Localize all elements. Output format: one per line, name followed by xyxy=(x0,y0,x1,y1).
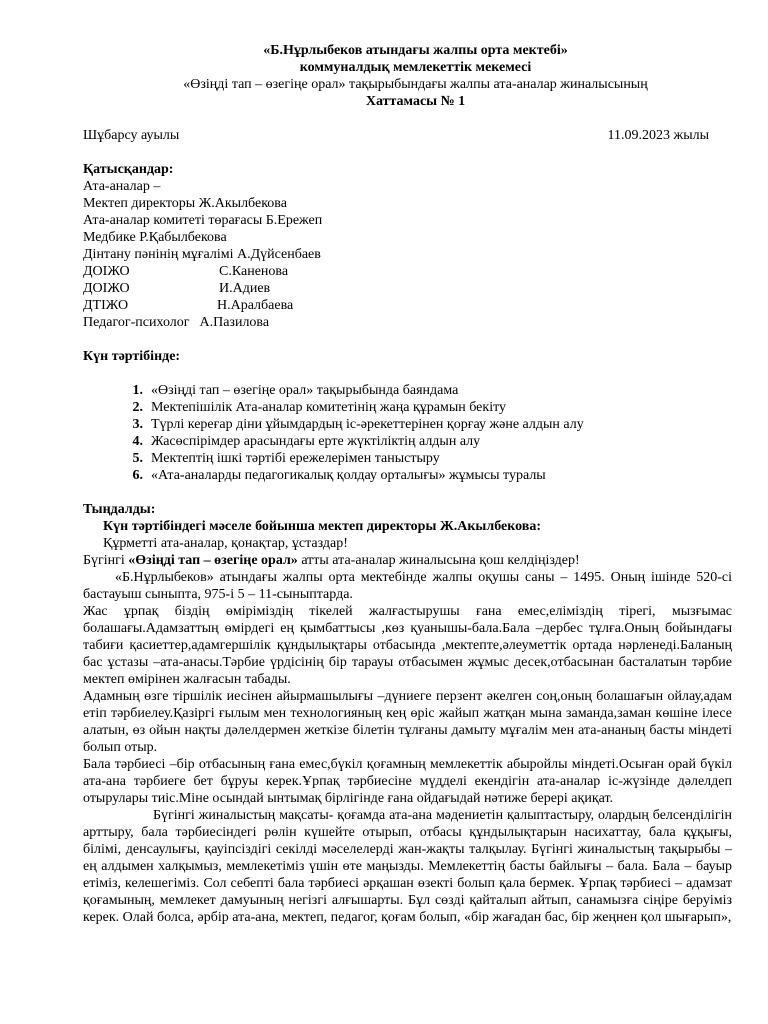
place: Шұбарсу ауылы xyxy=(83,128,180,143)
agenda-item: 3. Түрлі кереғар діни ұйымдардың іс-әрекеттерінен қорғау және алдын алу xyxy=(132,417,584,432)
agenda-item: 2. Мектепішілік Ата-аналар комитетінің жаңа құрамын бекіту xyxy=(132,400,507,415)
participant-role: ДТІЖО xyxy=(83,298,129,313)
agenda-item: 4. Жасөспірімдер арасындағы ерте жүктіліктің алдын алу xyxy=(132,434,481,449)
participant-name: И.Адиев xyxy=(219,281,271,296)
participant-name: С.Каненова xyxy=(219,264,289,279)
participant-line: Медбике Р.Қабылбекова xyxy=(83,230,227,245)
protocol-title: Хаттамасы № 1 xyxy=(365,94,466,109)
participant-line: Мектеп директоры Ж.Акылбекова xyxy=(83,196,287,211)
participant-line: Ата-аналар – xyxy=(83,179,161,194)
participant-line xyxy=(83,263,732,280)
participants-title: Қатысқандар: xyxy=(83,162,174,177)
participant-role: Педагог-психолог xyxy=(83,315,190,330)
agenda-item: 5. Мектептің ішкі тәртібі ережелерімен таныстыру xyxy=(132,451,440,466)
school-name: «Б.Нұрлыбеков атындағы жалпы орта мектебі» xyxy=(263,43,568,58)
heard-title: Тыңдалды: xyxy=(83,502,156,517)
place-date-row xyxy=(83,127,732,144)
participant-line: Дінтану пәнінің мұғалімі А.Дүйсенбаев xyxy=(83,247,321,262)
paragraph: Бала тәрбиесі –бір отбасының ғана емес,бүкіл қоғамның мемлекеттік абыройлы міндеті.Осыған орай бүкіл ата-ана тәрбиеге бет бұруы керек.Ұрпақ тәрбиесіне мүдделі екендігін ата-аналар іс-жүзінде дәлелдеп отырулары тиіс.Міне осындай ынтымақ бірлігінде ғана ойдағыдай нәтиже берері ақиқат. xyxy=(83,757,732,806)
agenda-item: 6. «Ата-аналарды педагогикалық қолдау орталығы» жұмысы туралы xyxy=(132,468,546,483)
participant-line xyxy=(83,297,732,314)
greeting: Құрметті ата-аналар, қонақтар, ұстаздар! xyxy=(103,536,348,551)
participant-name: А.Пазилова xyxy=(199,315,270,330)
welcome-line: Бүгінгі «Өзіңді тап – өзегіңе орал» атты ата-аналар жиналысына қош келдіңіздер! xyxy=(83,553,580,568)
agenda-list xyxy=(83,382,732,484)
paragraph: Адамның өзге тіршілік иесінен айырмашылығы –дүниеге перзент әкелген соң,оның болашағын ойлау,адам етіп тәрбиелеу.Қазіргі ғылым мен технологияның кең өріс жайып жатқан мына заманда,заман көшіне ілесе алатын, өз ойын нақты дәлелдермен жеткізе білетін тұлғаны дамыту мұғалім мен ата-ананың басты міндеті болып отыр. xyxy=(83,689,732,755)
document-header xyxy=(83,42,732,110)
paragraph: Жас ұрпақ біздің өміріміздің тікелей жалғастырушы ғана емес,еліміздің тірегі, мызғымас болашағы.Адамзаттың өмірдегі ең қымбаттысы ,көз қуанышы-бала.Бала –дербес тұлға.Оның бойындағы табиғи қасиеттер,адамгершілік құндылықтары отбасында ,мектепте,әлеуметтік ортада нәрленеді.Баланың бас ұстазы –ата-анасы.Тәрбие үрдісінің бір тарауы отбасымен жұмыс десек,отбасынан басталатын тәрбие мектеп өмірінен жалғасын табады. xyxy=(83,604,732,687)
date: 11.09.2023 жылы xyxy=(607,128,709,143)
heard-subtitle: Күн тәртібіндегі мәселе бойынша мектеп директоры Ж.Акылбекова: xyxy=(103,519,541,534)
participant-name: Н.Аралбаева xyxy=(217,298,294,313)
institution-type: коммуналдық мемлекеттік мекемесі xyxy=(299,60,532,75)
participant-role: ДОІЖО xyxy=(83,264,130,279)
paragraph: Бүгінгі жиналыстың мақсаты- қоғамда ата-ана мәдениетін қалыптастыру, олардың белсенділігін арттыру, бала тәрбиесіндегі рөлін күшейте отырып, отбасы құндылықтарын насихаттау, бала құқығы, білімі, денсаулығы, қауіпсіздігі секілді мәселелерді жан-жақты талқылау. Бүгінгі жиналыстың тақырыбы – ең алдымен халқымыз, мемлекетіміз үшін өте маңызды. Мемлекеттің басты байлығы – бала. Бала – бауыр етіміз, келешегіміз. Сол себепті бала тәрбиесі әрқашан өзекті болып қала бермек. Ұрпақ тәрбиесі – адамзат қоғамының, мемлекет дамуының негізгі алғышарты. Бұл сөзді қайталып айтып, санамызға сіңіре беруіміз керек. Олай болса, әрбір ата-ана, мектеп, педагог, қоғам болып, «бір жағадан бас, бір жеңнен қол шығарып», xyxy=(83,808,732,925)
participant-line xyxy=(83,314,732,331)
participant-role: ДОІЖО xyxy=(83,281,130,296)
meeting-topic: «Өзіңді тап – өзегіңе орал» тақырыбындағы жалпы ата-аналар жиналысының xyxy=(183,77,648,92)
agenda-item: 1. «Өзіңді тап – өзегіңе орал» тақырыбында баяндама xyxy=(132,383,459,398)
participant-line: Ата-аналар комитеті төрағасы Б.Ережеп xyxy=(83,213,323,228)
paragraph: «Б.Нұрлыбеков» атындағы жалпы орта мектебінде жалпы оқушы саны – 1495. Оның ішінде 520-сі бастауыш сыныпта, 975-і 5 – 11-сыныптарда. xyxy=(83,570,732,602)
participants-list xyxy=(83,178,732,331)
participant-line xyxy=(83,280,732,297)
agenda-title: Күн тәртібінде: xyxy=(83,349,181,364)
